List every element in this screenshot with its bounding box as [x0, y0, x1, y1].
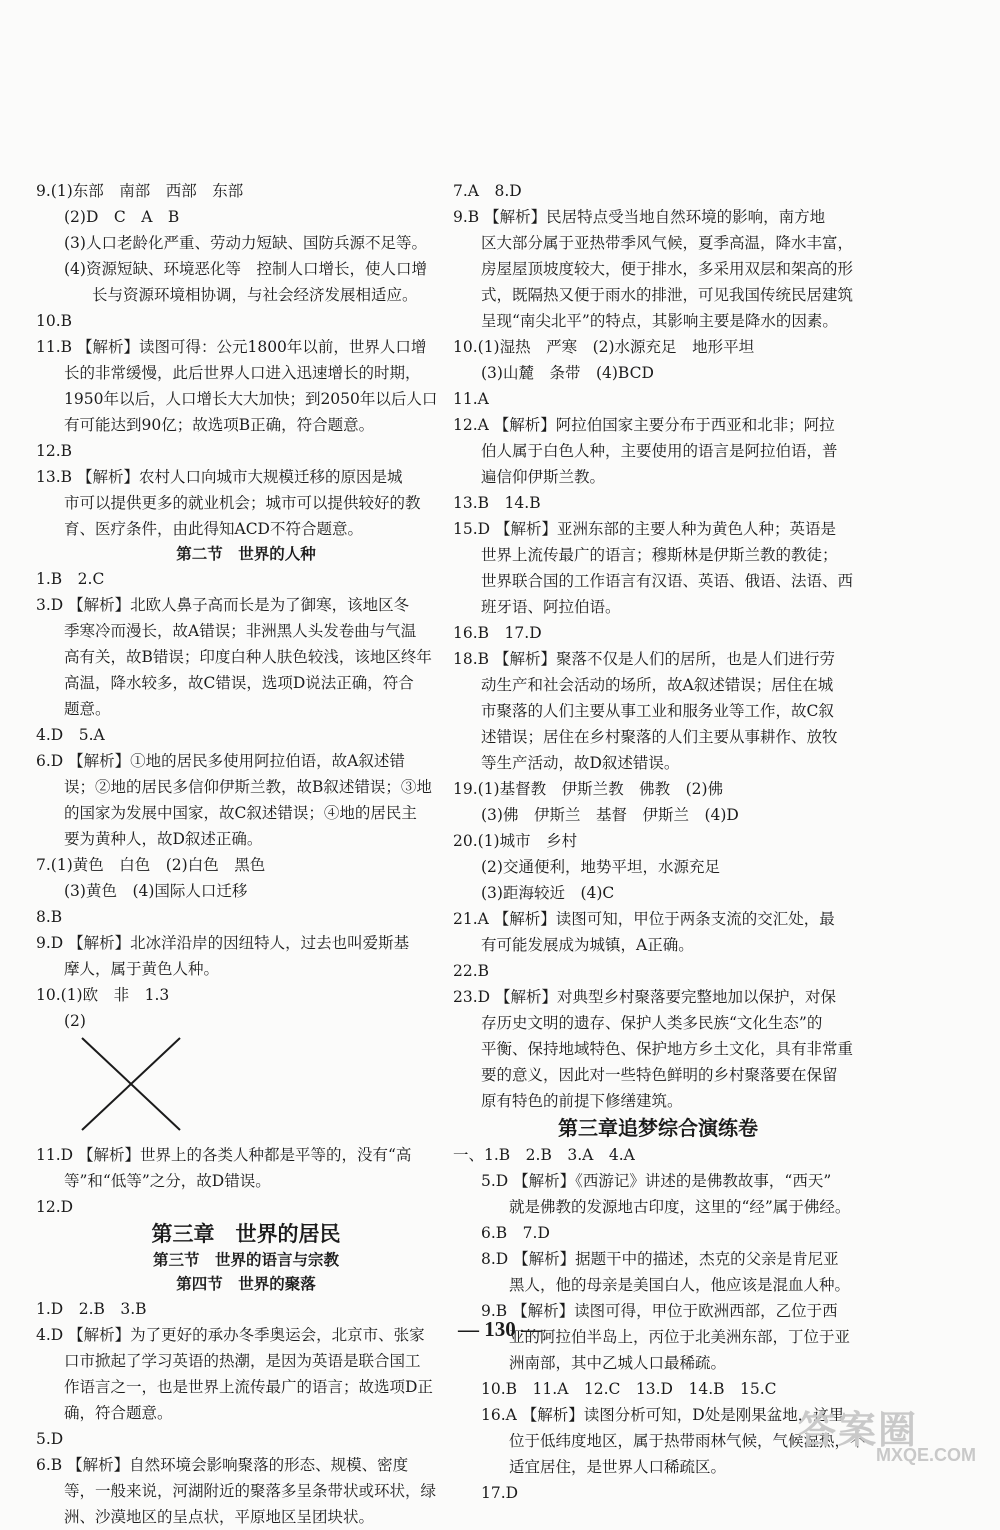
chapter-heading: 第三章 世界的居民: [151, 1221, 341, 1246]
answer-line: 6.B 【解析】自然环境会影响聚落的形态、规模、密度: [36, 1456, 409, 1474]
answer-line: 11.D 【解析】世界上的各类人种都是平等的，没有“高: [36, 1146, 412, 1164]
answer-line: 9.B 【解析】读图可得，甲位于欧洲西部，乙位于西: [481, 1302, 838, 1320]
answer-line: (3)黄色 (4)国际人口迁移: [64, 882, 248, 900]
answer-line: 高温，降水较多，故C错误，选项D说法正确，符合: [64, 674, 414, 692]
answer-line: (2)D C A B: [64, 208, 180, 226]
answer-line: 摩人，属于黄色人种。: [64, 960, 220, 978]
answer-line: 等，一般来说，河湖附近的聚落多呈条带状或环状，绿: [64, 1482, 437, 1500]
answer-line: 7.A 8.D: [453, 182, 522, 200]
answer-line: 位于低纬度地区，属于热带雨林气候，气候湿热，不: [509, 1432, 866, 1450]
answer-line: 10.(1)欧 非 1.3: [36, 986, 170, 1004]
answer-line: (3)佛 伊斯兰 基督 伊斯兰 (4)D: [481, 806, 739, 824]
answer-line: 就是佛教的发源地古印度，这里的“经”属于佛经。: [509, 1198, 851, 1216]
answer-line: 19.(1)基督教 伊斯兰教 佛教 (2)佛: [453, 780, 724, 798]
section-heading: 第三节 世界的语言与宗教: [152, 1250, 339, 1269]
answer-line: 的国家为发展中国家，故C叙述错误；④地的居民主: [64, 804, 417, 822]
answer-line: 12.A 【解析】阿拉伯国家主要分布于西亚和北非；阿拉: [453, 416, 835, 434]
answer-line: 世界联合国的工作语言有汉语、英语、俄语、法语、西: [481, 572, 854, 590]
answer-line: 误；②地的居民多信仰伊斯兰教，故B叙述错误；③地: [64, 778, 432, 796]
answer-line: 8.D 【解析】据题干中的描述，杰克的父亲是肯尼亚: [481, 1250, 839, 1268]
answer-line: 季寒冷而漫长，故A错误；非洲黑人头发卷曲与气温: [64, 622, 417, 640]
answer-line: 长的非常缓慢，此后世界人口进入迅速增长的时期，: [64, 364, 421, 382]
right-column: [453, 178, 866, 1506]
answer-line: 存历史文明的遗存、保护人类多民族“文化生态”的: [481, 1014, 823, 1032]
answer-line: 题意。: [64, 700, 111, 718]
answer-line: 10.(1)湿热 严寒 (2)水源充足 地形平坦: [453, 338, 755, 356]
answer-line: 11.A: [453, 390, 489, 408]
answer-line: 等生产活动，故D叙述错误。: [481, 754, 680, 772]
answer-line: 平衡、保持地域特色、保护地方乡土文化，具有非常重: [481, 1040, 854, 1058]
answer-line: 洲南部，其中乙城人口最稀疏。: [509, 1354, 727, 1372]
answer-line: (3)距海较近 (4)C: [481, 884, 615, 902]
watermark: [790, 1405, 980, 1465]
chapter-heading: 第三章追梦综合演练卷: [558, 1116, 758, 1140]
answer-line: 式，既隔热又便于雨水的排泄，可见我国传统民居建筑: [481, 286, 854, 304]
answer-line: 市聚落的人们主要从事工业和服务业等工作，故C叙: [481, 702, 834, 720]
section-heading: 第二节 世界的人种: [176, 544, 316, 563]
answer-line: (3)人口老龄化严重、劳动力短缺、国防兵源不足等。: [64, 234, 427, 252]
answer-line: 18.B 【解析】聚落不仅是人们的居所，也是人们进行劳: [453, 650, 835, 668]
answer-line: 等”和“低等”之分，故D错误。: [64, 1172, 271, 1190]
answer-line: 作语言之一，也是世界上流传最广的语言；故选项D正: [64, 1378, 433, 1396]
answer-line: 世界上流传最广的语言；穆斯林是伊斯兰教的教徒；: [481, 546, 838, 564]
answer-line: 市可以提供更多的就业机会；城市可以提供较好的教: [64, 494, 421, 512]
answer-line: 16.A 【解析】读图分析可知，D处是刚果盆地，这里: [481, 1406, 845, 1424]
answer-line: 有可能发展成为城镇，A正确。: [481, 936, 694, 954]
answer-line: 3.D 【解析】北欧人鼻子高而长是为了御寒，该地区冬: [36, 596, 410, 614]
answer-line: 15.D 【解析】亚洲东部的主要人种为黄色人种；英语是: [453, 520, 837, 538]
answer-line: 6.D 【解析】①地的居民多使用阿拉伯语，故A叙述错: [36, 752, 405, 770]
answer-line: 23.D 【解析】对典型乡村聚落要完整地加以保护，对保: [453, 988, 837, 1006]
answer-line: 述错误；居住在乡村聚落的人们主要从事耕作、放牧: [481, 728, 838, 746]
answer-line: 4.D 【解析】为了更好的承办冬季奥运会，北京市、张家: [36, 1326, 425, 1344]
answer-line: 9.D 【解析】北冰洋沿岸的因纽特人，过去也叫爱斯基: [36, 934, 410, 952]
answer-line: 21.A 【解析】读图可知，甲位于两条支流的交汇处，最: [453, 910, 835, 928]
answer-line: 长与资源环境相协调，与社会经济发展相适应。: [92, 286, 418, 304]
answer-line: 10.B 11.A 12.C 13.D 14.B 15.C: [481, 1380, 777, 1398]
answer-line: 伯人属于白色人种，主要使用的语言是阿拉伯语，普: [481, 442, 838, 460]
answer-line: 洲、沙漠地区的呈点状，平原地区呈团块状。: [64, 1508, 375, 1526]
answer-line: 20.(1)城市 乡村: [453, 832, 578, 850]
answer-line: 要的意义，因此对一些特色鲜明的乡村聚落要在保留: [481, 1066, 838, 1084]
answer-line: 22.B: [453, 962, 490, 980]
answer-line: 5.D: [36, 1430, 64, 1448]
answer-line: 确，符合题意。: [64, 1404, 173, 1422]
answer-line: 12.B: [36, 442, 73, 460]
answer-line: 呈现“南尖北平”的特点，其影响主要是降水的因素。: [481, 312, 838, 330]
answer-line: 高有关，故B错误；印度白种人肤色较浅，该地区终年: [64, 648, 432, 666]
answer-line: 亚的阿拉伯半岛上，丙位于北美洲东部，丁位于亚: [509, 1328, 851, 1346]
answer-line: 区大部分属于亚热带季风气候，夏季高温，降水丰富，: [481, 234, 854, 252]
answer-line: 5.D 【解析】《西游记》讲述的是佛教故事，“西天”: [481, 1172, 832, 1190]
answer-line: 1950年以后，人口增长大大加快；到2050年以后人口: [64, 390, 438, 408]
matching-cross-diagram: [76, 1034, 456, 1142]
answer-line: 一、1.B 2.B 3.A 4.A: [453, 1146, 635, 1164]
answer-line: 适宜居住，是世界人口稀疏区。: [509, 1458, 727, 1476]
answer-line: 13.B 【解析】农村人口向城市大规模迁移的原因是城: [36, 468, 403, 486]
answer-line: 遍信仰伊斯兰教。: [481, 468, 606, 486]
answer-line: (2)交通便利，地势平坦，水源充足: [481, 858, 720, 876]
answer-line: 要为黄种人，故D叙述正确。: [64, 830, 263, 848]
answer-line: 12.D: [36, 1198, 74, 1216]
answer-line: 动生产和社会活动的场所，故A叙述错误；居住在城: [481, 676, 834, 694]
answer-line: 4.D 5.A: [36, 726, 105, 744]
watermark-url: MXQE.COM: [875, 1445, 976, 1465]
answer-line: 16.B 17.D: [453, 624, 542, 642]
answer-line: 10.B: [36, 312, 73, 330]
answer-line: 口市掀起了学习英语的热潮，是因为英语是联合国工: [64, 1352, 421, 1370]
answer-line: (3)山麓 条带 (4)BCD: [481, 364, 654, 382]
section-heading: 第四节 世界的聚落: [176, 1274, 316, 1293]
answer-line: 1.B 2.C: [36, 570, 105, 588]
watermark-brand: 答案圈: [798, 1410, 919, 1452]
answer-line: 房屋屋顶坡度较大，便于排水，多采用双层和架高的形: [481, 260, 854, 278]
answer-line: 9.(1)东部 南部 西部 东部: [36, 182, 244, 200]
answer-line: 育、医疗条件，由此得知ACD不符合题意。: [64, 520, 363, 538]
answer-line: 11.B 【解析】读图可得：公元1800年以前，世界人口增: [36, 338, 427, 356]
answer-line: 8.B: [36, 908, 63, 926]
answer-line: 班牙语、阿拉伯语。: [481, 598, 621, 616]
answer-line: (2): [64, 1012, 86, 1030]
page-number: — 130 —: [458, 1317, 542, 1341]
answer-line: 7.(1)黄色 白色 (2)白色 黑色: [36, 856, 266, 874]
answer-line: 黑人，他的母亲是美国白人，他应该是混血人种。: [509, 1276, 851, 1294]
answer-line: 有可能达到90亿；故选项B正确，符合题意。: [64, 416, 375, 434]
answer-line: 13.B 14.B: [453, 494, 541, 512]
answer-line: 原有特色的前提下修缮建筑。: [481, 1092, 683, 1110]
answer-line: 9.B 【解析】民居特点受当地自然环境的影响，南方地: [453, 208, 826, 226]
answer-line: 6.B 7.D: [481, 1224, 550, 1242]
answer-line: 17.D: [481, 1484, 519, 1502]
answer-line: 1.D 2.B 3.B: [36, 1300, 147, 1318]
answer-line: (4)资源短缺、环境恶化等 控制人口增长，使人口增: [64, 260, 427, 278]
